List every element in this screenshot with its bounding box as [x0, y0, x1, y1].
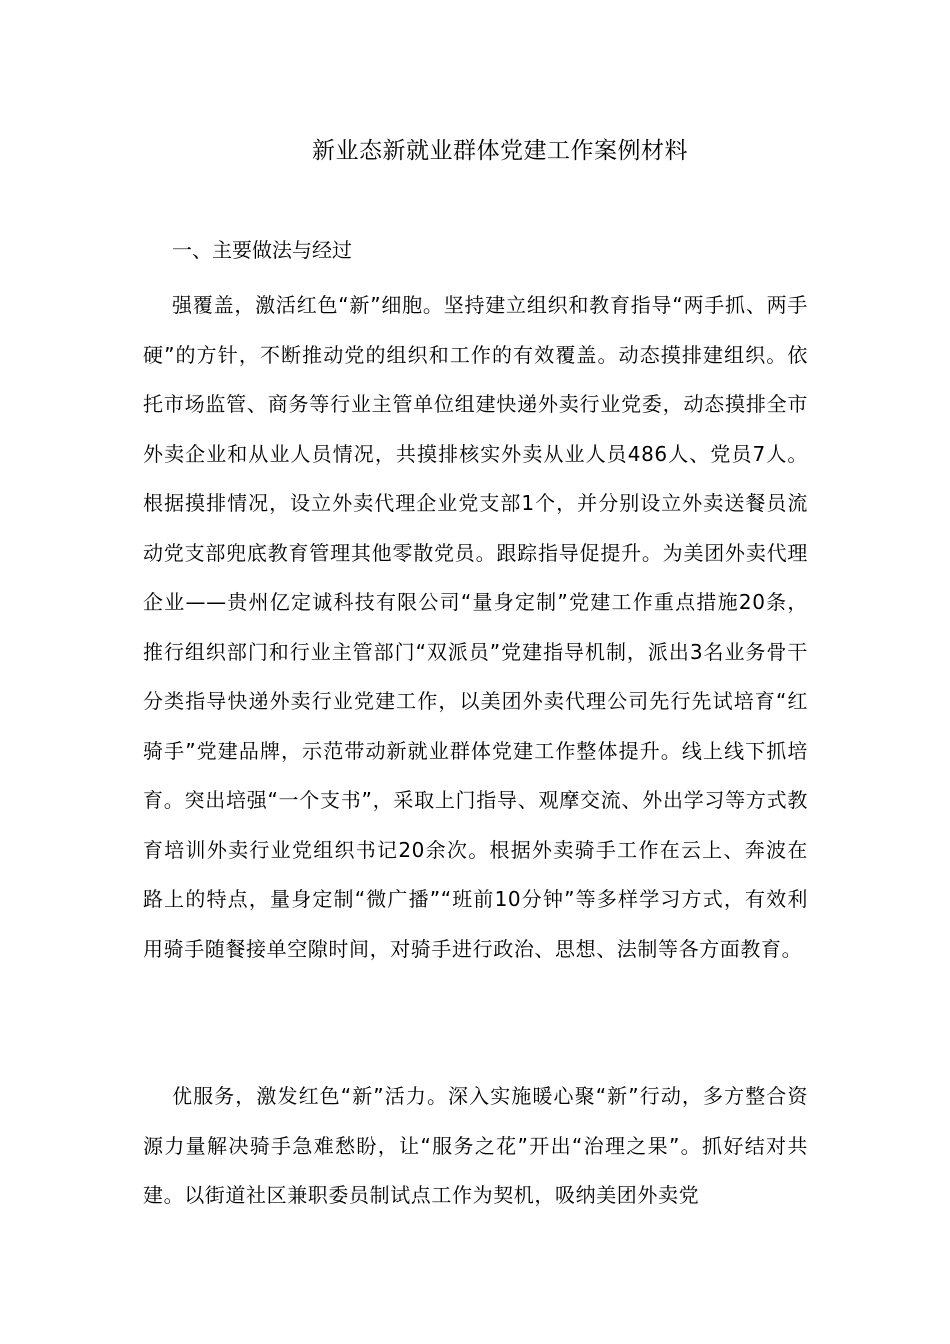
section-heading: 一、主要做法与经过: [172, 238, 352, 262]
document-title: 新业态新就业群体党建工作案例材料: [312, 138, 688, 164]
body-paragraph-service: 优服务，激发红色“新”活力。深入实施暖心聚“新”行动，多方整合资源力量解决骑手急难愁盼，让“服务之花”开出“治理之果”。抓好结对共建。以街道社区兼职委员制试点工作为契机，吸纳美团外卖党: [143, 1084, 808, 1207]
body-paragraph-coverage: 强覆盖，激活红色“新”细胞。坚持建立组织和教育指导“两手抓、两手硬”的方针，不断推动党的组织和工作的有效覆盖。动态摸排建组织。依托市场监管、商务等行业主管单位组建快递外卖行业党委，动态摸排全市外卖企业和从业人员情况，共摸排核实外卖从业人员486人、党员7人。根据摸排情况，设立外卖代理企业党支部1个，并分别设立外卖送餐员流动党支部兜底教育管理其他零散党员。跟踪指导促提升。为美团外卖代理企业——贵州亿定诚科技有限公司“量身定制”党建工作重点措施20条，推行组织部门和行业主管部门“双派员”党建指导机制，派出3名业务骨干分类指导快递外卖行业党建工作，以美团外卖代理公司先行先试培育“红骑手”党建品牌，示范带动新就业群体党建工作整体提升。线上线下抓培育。突出培强“一个支书”，采取上门指导、观摩交流、外出学习等方式教育培训外卖行业党组织书记20余次。根据外卖骑手工作在云上、奔波在路上的特点，量身定制“微广播”“班前10分钟”等多样学习方式，有效利用骑手随餐接单空隙时间，对骑手进行政治、思想、法制等各方面教育。: [143, 293, 808, 961]
